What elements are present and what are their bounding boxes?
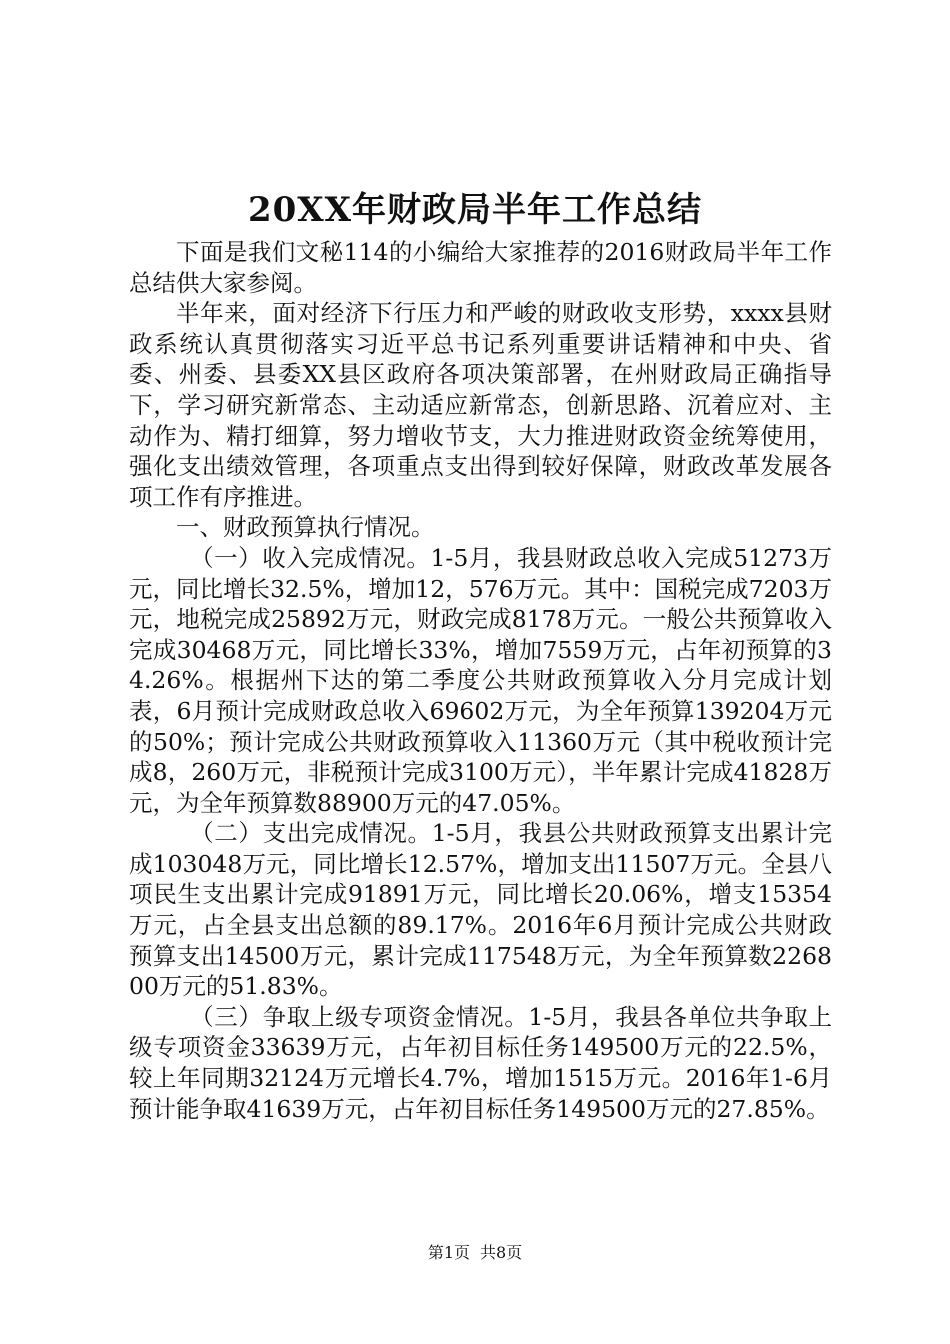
expenditure-paragraph: （二）支出完成情况。1-5月，我县公共财政预算支出累计完成103048万元，同比增长12.57%，增加支出11507万元。全县八项民生支出累计完成91891万元，同比增长20.06%，增支15354万元，占全县支出总额的89.17%。2016年6月预计完成公共财政预算支出14500万元，累计完成117548万元，为全年预算数226800万元的51.83%。	[129, 819, 832, 1001]
page-total: 共8页	[480, 1243, 523, 1262]
document-body	[129, 237, 832, 1124]
document-title: 20XX年财政局半年工作总结	[247, 190, 703, 230]
section-heading: 一、财政预算执行情况。	[176, 513, 435, 542]
income-paragraph: （一）收入完成情况。1-5月，我县财政总收入完成51273万元，同比增长32.5%，增加12，576万元。其中：国税完成7203万元，地税完成25892万元，财政完成8178万元。一般公共预算收入完成30468万元，同比增长33%，增加7559万元，占年初预算的34.26%。根据州下达的第二季度公共财政预算收入分月完成计划表，6月预计完成财政总收入69602万元，为全年预算139204万元的50%；预计完成公共财政预算收入11360万元（其中税收预计完成8，260万元，非税预计完成3100万元），半年累计完成41828万元，为全年预算数88900万元的47.05%。	[129, 543, 832, 817]
page-footer	[0, 1242, 950, 1264]
page-number: 第1页	[427, 1243, 470, 1262]
intro-paragraph: 下面是我们文秘114的小编给大家推荐的2016财政局半年工作总结供大家参阅。	[129, 238, 832, 297]
special-funds-paragraph: （三）争取上级专项资金情况。1-5月，我县各单位共争取上级专项资金33639万元，占年初目标任务149500万元的22.5%，较上年同期32124万元增长4.7%，增加1515万元。2016年1-6月预计能争取41639万元，占年初目标任务149500万元的27.85%。	[129, 1002, 832, 1123]
summary-paragraph: 半年来，面对经济下行压力和严峻的财政收支形势，xxxx县财政系统认真贯彻落实习近平总书记系列重要讲话精神和中央、省委、州委、县委XX县区政府各项决策部署，在州财政局正确指导下，学习研究新常态、主动适应新常态，创新思路、沉着应对、主动作为、精打细算，努力增收节支，大力推进财政资金统筹使用，强化支出绩效管理，各项重点支出得到较好保障，财政改革发展各项工作有序推进。	[129, 299, 832, 511]
